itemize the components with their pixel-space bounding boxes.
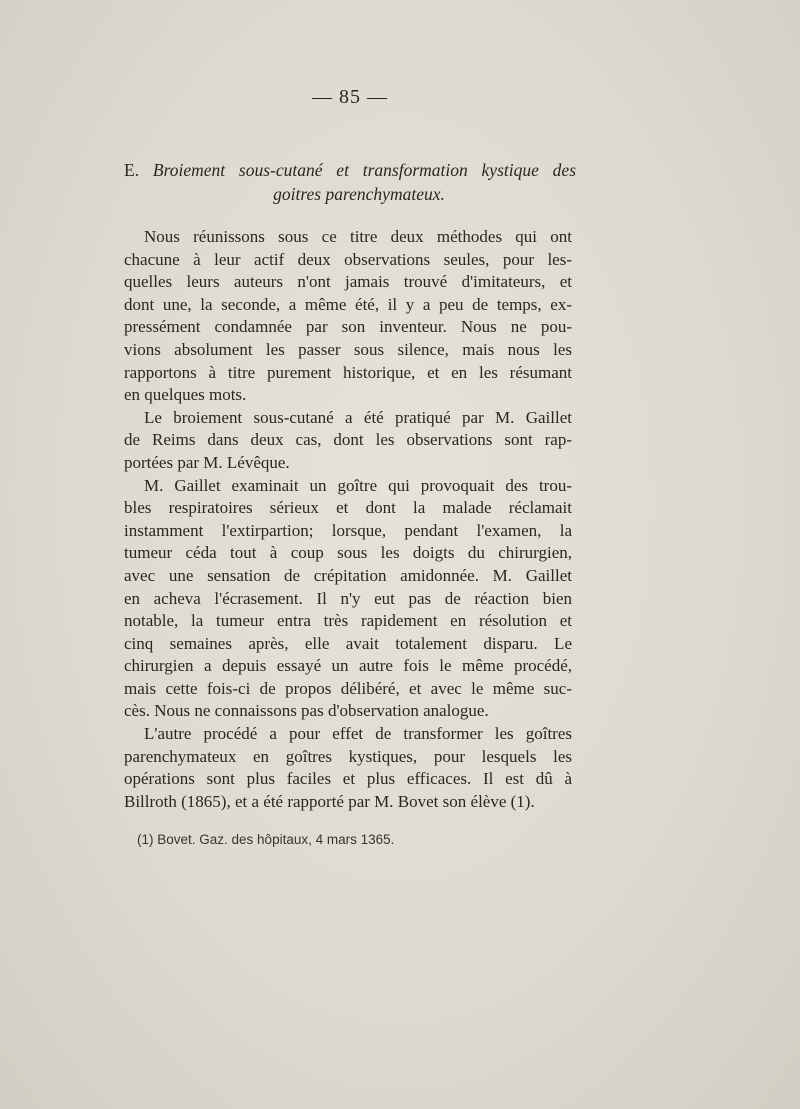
section-letter: E. [124, 160, 140, 180]
paragraph-3-line: tumeur céda tout à coup sous les doigts du chirurgien, [124, 543, 572, 563]
paragraph-3-line: cinq semaines après, elle avait totalement disparu. Le [124, 633, 572, 653]
paragraph-2-line: Le broiement sous-cutané a été pratiqué par M. Gaillet [144, 407, 572, 427]
paragraph-3-line: bles respiratoires sérieux et dont la malade réclamait [124, 498, 572, 518]
paragraph-3-line: instamment l'extirpartion; lorsque, pendant l'examen, la [124, 520, 572, 540]
paragraph-3-line: cès. Nous ne connaissons pas d'observation analogue. [124, 701, 489, 721]
paragraph-3-line: en acheva l'écrasement. Il n'y eut pas de réaction bien [124, 588, 572, 608]
paragraph-3-line: avec une sensation de crépitation amidonnée. M. Gaillet [124, 565, 572, 585]
paragraph-1-line: quelles leurs auteurs n'ont jamais trouvé d'imitateurs, et [124, 272, 572, 292]
paragraph-3-line: notable, la tumeur entra très rapidement en résolution et [124, 611, 572, 631]
body-text [124, 226, 572, 813]
paragraph-4-line: Billroth (1865), et a été rapporté par M. Bovet son élève (1). [124, 791, 535, 811]
paragraph-1-line: dont une, la seconde, a même été, il y a peu de temps, ex- [124, 294, 572, 314]
paragraph-4-line: L'autre procédé a pour effet de transformer les goîtres [144, 724, 572, 744]
paragraph-1-line: en quelques mots. [124, 385, 247, 405]
section-heading [124, 158, 576, 206]
paragraph-3-line: M. Gaillet examinait un goître qui provoquait des trou- [144, 475, 572, 495]
paragraph-2-line: de Reims dans deux cas, dont les observations sont rap- [124, 430, 572, 450]
paragraph-4-line: parenchymateux en goîtres kystiques, pour lesquels les [124, 746, 572, 766]
paragraph-1-line: Nous réunissons sous ce titre deux méthodes qui ont [144, 227, 572, 246]
paragraph-3-line: mais cette fois-ci de propos délibéré, et avec le même suc- [124, 678, 572, 698]
paragraph-1-line: pressément condamnée par son inventeur. Nous ne pou- [124, 317, 572, 337]
section-heading-line-1 [124, 158, 576, 182]
paragraph-2-line: portées par M. Lévêque. [124, 452, 290, 472]
paragraph-4-line: opérations sont plus faciles et plus efficaces. Il est dû à [124, 769, 572, 789]
paragraph-1-line: rapportons à titre purement historique, et en les résumant [124, 362, 572, 382]
section-heading-line-2: goitres parenchymateux. [273, 184, 445, 204]
footnote: (1) Bovet. Gaz. des hôpitaux, 4 mars 1365. [137, 832, 395, 847]
paragraph-1-line: vions absolument les passer sous silence, mais nous les [124, 339, 572, 359]
page-number: — 85 — [312, 86, 388, 108]
paragraph-1-line: chacune à leur actif deux observations seules, pour les- [124, 249, 572, 269]
paragraph-3-line: chirurgien a depuis essayé un autre fois le même procédé, [124, 656, 572, 676]
section-title-part-1: Broiement sous-cutané et transformation kystique des [152, 160, 576, 180]
